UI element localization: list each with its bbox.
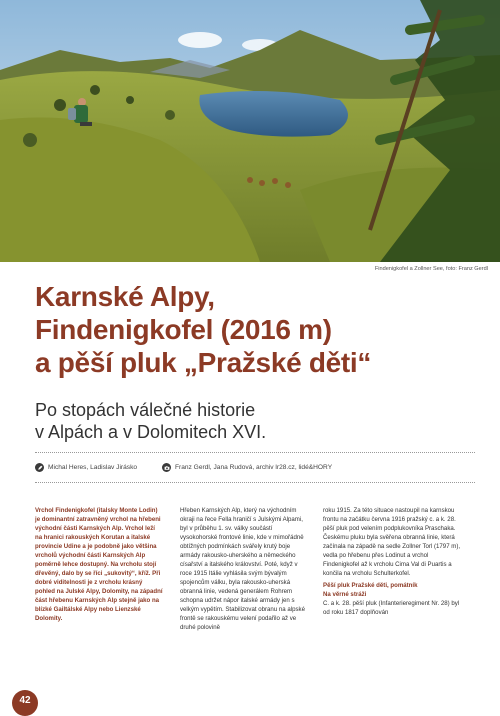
camera-icon [162, 463, 171, 472]
section-heading: Na věrné stráži [323, 591, 367, 598]
hero-photo [0, 0, 500, 262]
lead-paragraph: Vrchol Findenigkofel (italsky Monte Lodin) je dominantní zatravněný vrchol na hřebeni východní části Karnských Alp. Vrchol leží na hranici rakouských Korutan a italské provincie Udine a je podobně jako většina vrcholů východní části Karnských Alp poměrně lehce dostupný. Na vrcholu stojí dřevěný, dalo by se říci „sukovitý“, kříž. Při dobré viditelnosti je z vrcholu krásný pohled na Julské Alpy, Dolomity, na západní část hřebenu Karnských Alp stejně jako na blízké Gailtálské Alpy nebo Lienzské Dolomity. [35, 507, 163, 622]
page-number: 42 [19, 695, 31, 706]
author-names: Michal Heres, Ladislav Jirásko [48, 464, 138, 471]
body-column-2 [180, 506, 308, 632]
lead-column [35, 506, 163, 623]
article-subtitle [35, 399, 475, 443]
divider-top [35, 452, 475, 453]
pen-icon [35, 463, 44, 472]
photo-credit [162, 463, 332, 472]
body-column-3 [323, 506, 463, 617]
title-line: a pěší pluk „Pražské děti“ [35, 347, 372, 378]
subtitle-line: v Alpách a v Dolomitech XVI. [35, 422, 267, 442]
body-paragraph: roku 1915. Za této situace nastoupil na karnskou frontu na začátku června 1916 pražský c. a k. 28. pěší pluk pod velením podplukovníka Praschaka. Českému pluku byla svěřena obranná linie, která začínala na západě na sedle Zollner Torl (1797 m), vedla po hřebenu přes Lodinut a vrchol Findenigkofel až k vrcholu Cima Val di Puartis a končila na vrcholu Schulterkofel. [323, 507, 461, 577]
article-title [35, 280, 475, 379]
photo-credit-names: Franz Gerdl, Jana Rudová, archiv lr28.cz, lidé&HORY [175, 464, 333, 471]
subtitle-line: Po stopách válečné historie [35, 400, 256, 420]
photo-caption: Findenigkofel a Zollner See, foto: Franz Gerdl [374, 266, 488, 272]
body-paragraph: Hřeben Karnských Alp, který na východním okraji na řece Fella hraničí s Julskými Alpami, byl v průběhu 1. sv. války součástí vysokohorské frontové linie, kde v mimořádně obtížných podmínkách svářely krutý boje armády rakousko-uherského a německého císařství a italského království. Poté, když v roce 1915 Itálie vyhlásila svým bývalým spojencům válku, byla rakousko-uherská obranná linie, vedená generálem Rohrem schopna udržet nápor italské armády jen s velkým vypětím. Stabilizovat obranu na alpské frontě se rakouskému velení podařilo až ve druhé polovině [180, 507, 305, 631]
page-number-badge [12, 690, 38, 716]
body-paragraph: C. a k. 28. pěší pluk (Infanterieregiment Nr. 28) byl od roku 1817 doplňován [323, 600, 460, 616]
section-heading: Pěší pluk Pražské děti, pomátník [323, 582, 418, 589]
divider-bottom [35, 482, 475, 483]
title-line: Karnské Alpy, [35, 281, 215, 312]
author-credit [35, 463, 137, 472]
alpine-landscape-image [0, 0, 500, 262]
title-line: Findenigkofel (2016 m) [35, 314, 332, 345]
